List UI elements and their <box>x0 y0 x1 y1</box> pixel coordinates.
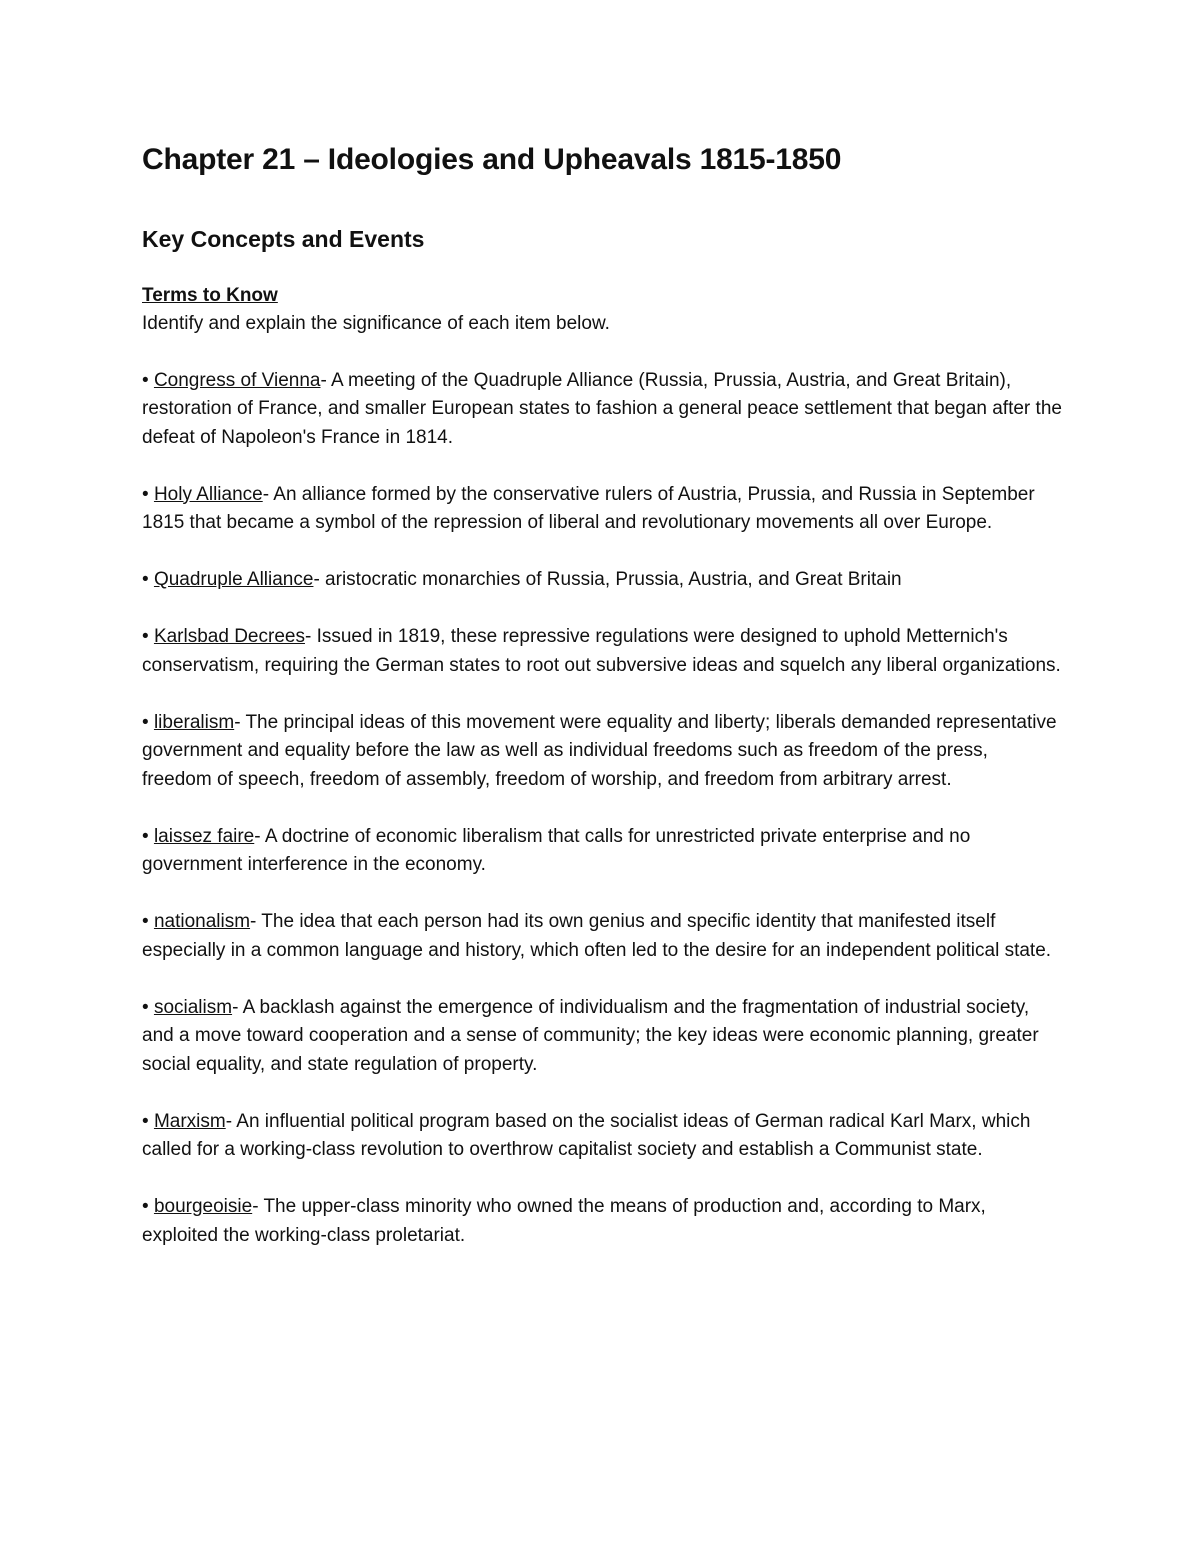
bullet: • <box>142 569 154 590</box>
term-definition: - A meeting of the Quadruple Alliance (Russia, Prussia, Austria, and Great Britain), restoration of France, and smaller European states to fashion a general peace settlement that began after the defeat of Napoleon's France in 1814. <box>142 369 1062 448</box>
term-name: bourgeoisie <box>153 1196 253 1217</box>
bullet: • <box>142 1110 154 1132</box>
term-item <box>142 823 1062 880</box>
bullet: • <box>142 369 154 391</box>
term-definition: - The principal ideas of this movement were equality and liberty; liberals demanded representative government and equality before the law as well as individual freedoms such as freedom of the press, freedom of speech, freedom of assembly, freedom of worship, and freedom from arbitrary arrest. <box>142 711 1057 790</box>
term-name: Marxism <box>153 1110 226 1132</box>
term-name: socialism <box>153 996 233 1018</box>
term-item <box>142 1108 1062 1165</box>
term-name: Holy Alliance <box>153 483 263 505</box>
bullet: • <box>142 1196 154 1217</box>
bullet: • <box>142 711 154 733</box>
term-name: laissez faire <box>153 825 255 847</box>
term-definition: - The upper-class minority who owned the means of production and, according to Marx, exploited the working-class proletariat. <box>142 1196 986 1246</box>
term-definition: - The idea that each person had its own genius and specific identity that manifested itself especially in a common language and history, which often led to the desire for an independent political state. <box>142 911 1052 961</box>
term-definition: - aristocratic monarchies of Russia, Prussia, Austria, and Great Britain <box>313 569 902 590</box>
term-definition: - A backlash against the emergence of individualism and the fragmentation of industrial society, and a move toward cooperation and a sense of community; the key ideas were economic planning, greater social equality, and state regulation of property. <box>142 996 1039 1075</box>
term-item <box>142 709 1062 795</box>
terms-heading: Terms to Know <box>142 285 278 306</box>
term-definition: - A doctrine of economic liberalism that calls for unrestricted private enterprise and no government interference in the economy. <box>142 825 971 875</box>
instructions-text: Identify and explain the significance of each item below. <box>142 313 610 334</box>
term-definition: - An alliance formed by the conservative rulers of Austria, Prussia, and Russia in September 1815 that became a symbol of the repression of liberal and revolutionary movements all over Europe. <box>142 483 1035 533</box>
chapter-title: Chapter 21 – Ideologies and Upheavals 1815-1850 <box>142 143 842 176</box>
term-item <box>142 566 1062 595</box>
term-name: liberalism <box>153 711 235 733</box>
term-item <box>142 908 1062 965</box>
bullet: • <box>142 911 154 932</box>
section-heading: Key Concepts and Events <box>142 226 425 252</box>
term-name: nationalism <box>153 911 251 932</box>
document-page <box>142 140 1062 1279</box>
terms-list <box>142 367 1062 1251</box>
term-item <box>142 623 1062 680</box>
term-definition: - An influential political program based on the socialist ideas of German radical Karl Marx, which called for a working-class revolution to overthrow capitalist society and establish a Communist state. <box>142 1110 1031 1160</box>
term-item <box>142 1193 1062 1250</box>
bullet: • <box>142 996 154 1018</box>
bullet: • <box>142 825 154 847</box>
term-name: Karlsbad Decrees <box>153 626 305 647</box>
term-name: Congress of Vienna <box>153 369 321 391</box>
bullet: • <box>142 483 154 505</box>
term-definition: - Issued in 1819, these repressive regulations were designed to uphold Metternich's conservatism, requiring the German states to root out subversive ideas and squelch any liberal organizations. <box>142 626 1061 676</box>
term-name: Quadruple Alliance <box>153 569 314 590</box>
term-item <box>142 994 1062 1080</box>
bullet: • <box>142 626 154 647</box>
term-item <box>142 481 1062 538</box>
term-item <box>142 367 1062 453</box>
